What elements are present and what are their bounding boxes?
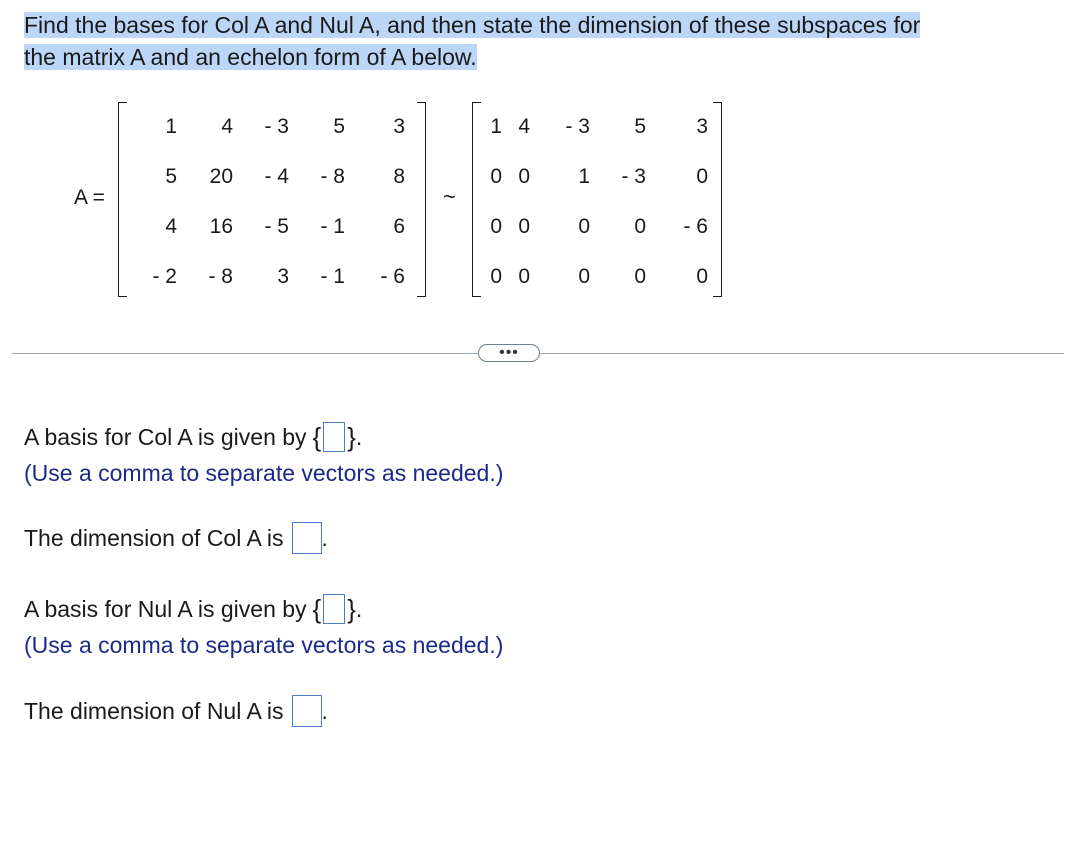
echelon-entry: 1 (578, 165, 590, 188)
echelon-entry: 0 (490, 215, 502, 238)
matrix-a-entry: 8 (393, 165, 405, 188)
nul-basis-input[interactable] (323, 594, 345, 624)
nul-basis-close-brace: } (347, 594, 356, 624)
nul-dim-input[interactable] (292, 695, 322, 727)
matrix-a-entry: 3 (393, 115, 405, 138)
col-basis-input[interactable] (323, 422, 345, 452)
echelon-entry: 0 (696, 265, 708, 288)
matrix-a-entry: 4 (221, 115, 233, 138)
matrix-a-entry: - 3 (264, 115, 289, 138)
matrix-a-entry: - 4 (264, 165, 289, 188)
nul-basis-hint: (Use a comma to separate vectors as needed.) (24, 632, 504, 658)
echelon-right-bracket (713, 102, 722, 297)
col-basis-set (313, 422, 356, 452)
col-dim-input[interactable] (292, 522, 322, 554)
nul-dim-suffix: . (321, 697, 328, 724)
matrix-a-entry: 5 (165, 165, 177, 188)
col-basis-line (24, 422, 362, 452)
nul-basis-set (313, 594, 356, 624)
matrix-a-entry: - 1 (320, 215, 345, 238)
col-basis-hint: (Use a comma to separate vectors as needed.) (24, 460, 504, 486)
echelon-entry: 0 (696, 165, 708, 188)
matrix-a (130, 102, 405, 302)
nul-basis-prefix: A basis for Nul A is given by (24, 595, 307, 622)
col-basis-open-brace: { (312, 422, 322, 452)
nul-dim-line (24, 695, 328, 727)
echelon-entry: - 3 (621, 165, 646, 188)
echelon-entry: 3 (696, 115, 708, 138)
question-line-1: Find the bases for Col A and Nul A, and then state the dimension of these subspaces for (24, 12, 921, 38)
matrix-a-entry: 4 (165, 215, 177, 238)
echelon-entry: 0 (518, 265, 530, 288)
col-dim-line (24, 522, 328, 554)
echelon-entry: 0 (490, 265, 502, 288)
echelon-entry: 4 (518, 115, 530, 138)
matrix-a-entry: - 6 (380, 265, 405, 288)
matrix-a-entry: - 5 (264, 215, 289, 238)
matrix-a-entry: 20 (209, 165, 233, 188)
col-dim-suffix: . (321, 524, 328, 551)
echelon-entry: - 6 (683, 215, 708, 238)
echelon-entry: 0 (490, 165, 502, 188)
matrix-a-entry: 1 (165, 115, 177, 138)
echelon-matrix (478, 102, 708, 302)
echelon-entry: 0 (518, 215, 530, 238)
matrix-a-entry: - 2 (152, 265, 177, 288)
row-equivalence-symbol: ~ (443, 184, 456, 209)
echelon-entry: 0 (578, 215, 590, 238)
echelon-entry: 0 (634, 215, 646, 238)
matrix-a-left-bracket (118, 102, 127, 297)
matrix-a-entry: 5 (333, 115, 345, 138)
col-basis-prefix: A basis for Col A is given by (24, 423, 307, 450)
question-line-2: the matrix A and an echelon form of A below. (24, 44, 477, 70)
matrix-a-entry: 3 (277, 265, 289, 288)
echelon-entry: 5 (634, 115, 646, 138)
matrix-a-entry: - 8 (320, 165, 345, 188)
echelon-entry: 0 (634, 265, 646, 288)
echelon-entry: 0 (518, 165, 530, 188)
echelon-entry: - 3 (565, 115, 590, 138)
more-options-button[interactable]: ••• (478, 344, 540, 362)
nul-basis-line (24, 594, 362, 624)
echelon-entry: 1 (490, 115, 502, 138)
col-basis-close-brace: } (347, 422, 356, 452)
nul-basis-open-brace: { (312, 594, 322, 624)
echelon-entry: 0 (578, 265, 590, 288)
matrix-a-entry: 6 (393, 215, 405, 238)
col-basis-suffix: . (355, 423, 363, 450)
matrix-a-entry: - 8 (208, 265, 233, 288)
nul-dim-prefix: The dimension of Nul A is (24, 697, 284, 724)
col-dim-prefix: The dimension of Col A is (24, 524, 284, 551)
question-text (24, 9, 1024, 73)
matrix-a-right-bracket (417, 102, 426, 297)
matrix-a-label: A = (74, 186, 105, 209)
nul-basis-suffix: . (355, 595, 363, 622)
matrix-a-entry: 16 (209, 215, 233, 238)
matrix-a-entry: - 1 (320, 265, 345, 288)
